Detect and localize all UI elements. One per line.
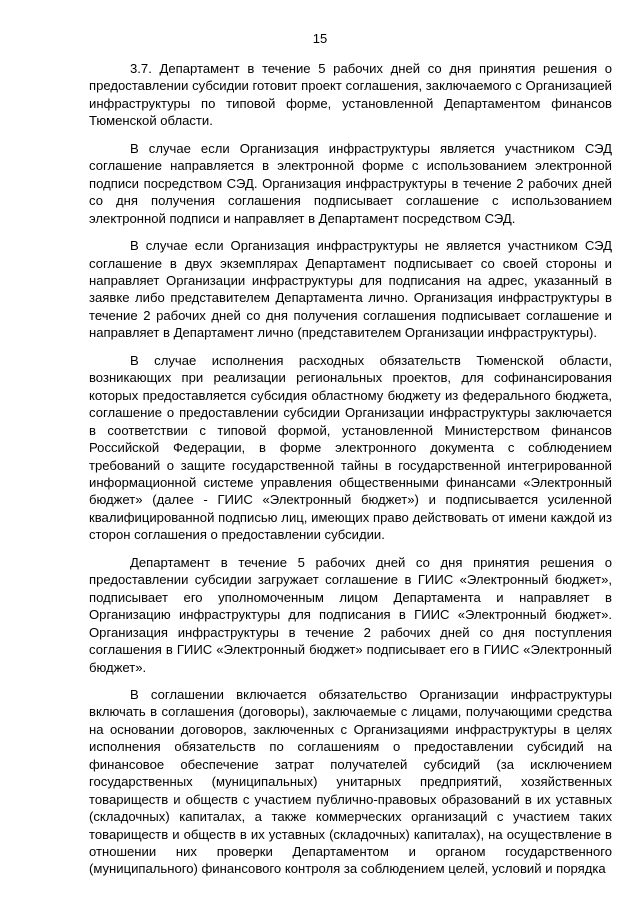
page-number: 15 (312, 31, 328, 46)
paragraph-giis-upload: Департамент в течение 5 рабочих дней со дня принятия решения о предоставлении субсидии загружает соглашение в ГИИС «Электронный бюджет», подписывает его уполномоченным лицом Департамента и направляет в Организацию инфраструктуры для подписания в ГИИС «Электронный бюджет». Организация инфраструктуры в течение 2 рабочих дней со дня поступления соглашения в ГИИС «Электронный бюджет» подписывает его в ГИИС «Электронный бюджет». (89, 554, 612, 675)
document-body (89, 60, 612, 888)
paragraph-sed-participant: В случае если Организация инфраструктуры является участником СЭД соглашение направляется в электронной форме с использованием электронной подписи посредством СЭД. Организация инфраструктуры в течение 2 рабочих дней со дня получения соглашения подписывает соглашение с использованием электронной подписи и направляет в Департамент посредством СЭД. (89, 140, 612, 226)
paragraph-3-7: 3.7. Департамент в течение 5 рабочих дней со дня принятия решения о предоставлении субсидии готовит проект соглашения, заключаемого с Организацией инфраструктуры по типовой форме, установленной Департаментом финансов Тюменской области. (89, 61, 612, 129)
paragraph-not-sed-participant: В случае если Организация инфраструктуры не является участником СЭД соглашение в двух экземплярах Департамент подписывает со своей стороны и направляет Организации инфраструктуры для подписания на адрес, указанный в заявке либо представителем Департамента лично. Организация инфраструктуры в течение 2 рабочих дней со дня получения соглашения подписывает соглашение и направляет в Департамент лично (представителем Организации инфраструктуры). (89, 238, 612, 341)
paragraph-regional-projects: В случае исполнения расходных обязательств Тюменской области, возникающих при реализации региональных проектов, для софинансирования которых предоставляется субсидия областному бюджету из федерального бюджета, соглашение о предоставлении субсидии Организации инфраструктуры заключается в соответствии с типовой формой, установленной Министерством финансов Российской Федерации, в форме электронного документа с соблюдением требований о защите государственной тайны в государственной интегрированной информационной системе управления общественными финансами «Электронный бюджет» (далее - ГИИС «Электронный бюджет») и подписывается усиленной квалифицированной подписью лиц, имеющих право действовать от имени каждой из сторон соглашения о предоставлении субсидии. (89, 352, 612, 543)
paragraph-agreement-obligation: В соглашении включается обязательство Организации инфраструктуры включать в соглашения (договоры), заключаемые с лицами, получающими средства на основании договоров, заключенных с Организациями инфраструктуры в целях исполнения обязательств по соглашениям о предоставлении субсидий на финансовое обеспечение затрат получателей субсидий (за исключением государственных (муниципальных) унитарных предприятий, хозяйственных товариществ и обществ с участием публично-правовых образований в их уставных (складочных) капиталах, а также коммерческих организаций с участием таких товариществ и обществ в их уставных (складочных) капиталах), на осуществление в отношении них проверки Департаментом и органом государственного (муниципального) финансового контроля за соблюдением целей, условий и порядка (89, 686, 612, 877)
